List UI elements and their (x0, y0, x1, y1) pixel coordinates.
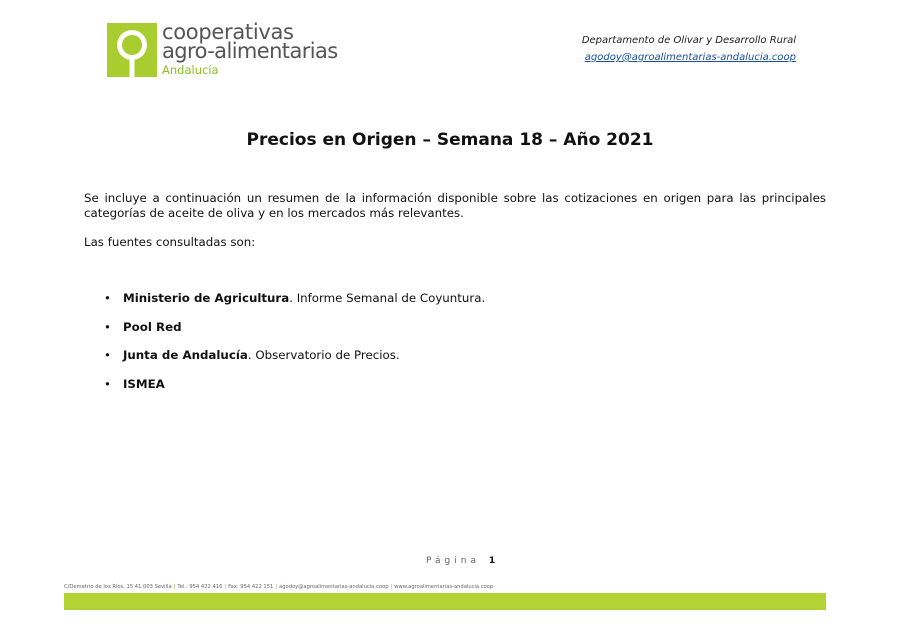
organization-logo (107, 20, 338, 79)
bullet-icon: • (104, 291, 111, 305)
olive-tree-logo-icon (107, 23, 157, 77)
page-label: Página (426, 556, 480, 566)
sources-intro: Las fuentes consultadas son: (84, 235, 256, 249)
list-item (104, 291, 485, 320)
header-email-link[interactable]: agodoy@agroalimentarias-andalucia.coop (584, 52, 796, 63)
page-number-value: 1 (488, 556, 496, 566)
source-name: ISMEA (123, 376, 165, 391)
list-item (104, 348, 485, 377)
source-name: Junta de Andalucía (123, 348, 248, 362)
footer-contact (64, 584, 493, 590)
list-item (104, 320, 485, 349)
page-number (426, 556, 495, 566)
list-item (104, 377, 485, 406)
department-name: Departamento de Olivar y Desarrollo Rural (581, 35, 796, 46)
footer-email: agodoy@agroalimentarias-andalucia.coop (279, 584, 389, 590)
bullet-icon: • (104, 376, 111, 391)
logo-text-line1: cooperativas (162, 20, 294, 44)
bullet-icon: • (104, 319, 111, 334)
source-detail: . Observatorio de Precios. (247, 348, 400, 362)
footer-tel: Tel.: 954 422 416 (177, 584, 223, 590)
bullet-icon: • (104, 348, 111, 362)
source-name: Ministerio de Agricultura (123, 291, 290, 305)
footer-bar (64, 593, 826, 610)
source-detail: . Informe Semanal de Coyuntura. (289, 291, 486, 305)
sources-list (104, 291, 485, 405)
footer-address: C/Demetrio de los Ríos, 15 41.003 Sevilla (64, 584, 172, 590)
source-name: Pool Red (123, 319, 182, 334)
footer-separator: | (390, 584, 393, 590)
footer-web: www.agroalimentarias-andalucia.coop (394, 584, 494, 590)
intro-paragraph: Se incluye a continuación un resumen de la información disponible sobre las cotizaciones en origen para las principales categorías de aceite de oliva y en los mercados más relevantes. (84, 191, 826, 220)
document-title: Precios en Origen – Semana 18 – Año 2021 (246, 130, 654, 150)
footer-separator: | (173, 584, 176, 590)
logo-text-line3: Andalucía (162, 63, 219, 77)
footer-separator: | (275, 584, 278, 590)
footer-separator: | (224, 584, 227, 590)
footer-fax: Fax: 954 422 151 (228, 584, 274, 590)
logo-text-line2: agro-alimentarias (162, 39, 338, 63)
